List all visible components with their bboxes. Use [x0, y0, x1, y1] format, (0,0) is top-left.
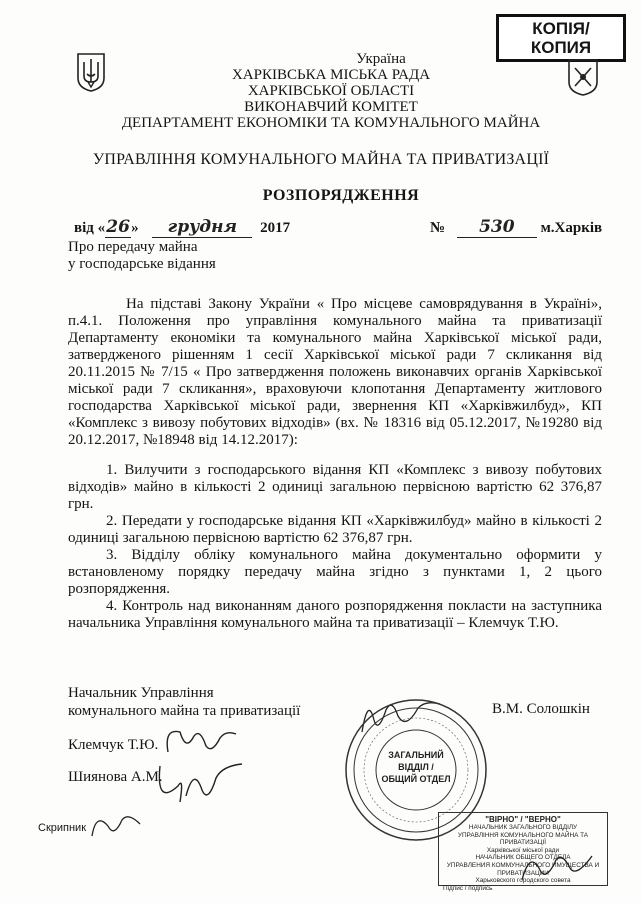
body-item-3: 3. Відділу обліку комунального майна документально оформити у встановленому порядку передачу майна згідно з пунктами 1, 2 цього розпорядження.: [68, 547, 602, 597]
seal-text-1: ЗАГАЛЬНИЙ: [388, 750, 444, 760]
header-council: ХАРКІВСЬКА МІСЬКА РАДА: [231, 67, 431, 83]
subject-line1: Про передачу майна: [68, 239, 198, 255]
approval-3-name: Скрипник: [38, 822, 87, 834]
header-block: [0, 51, 642, 131]
date-prefix: від «: [74, 220, 106, 236]
verify-line7: Харьковского городского совета: [475, 877, 571, 885]
date-line: [74, 217, 290, 238]
number-prefix: №: [430, 220, 446, 236]
city: м.Харків: [540, 220, 603, 236]
approval-2-name: Шиянова А.М.: [68, 769, 163, 785]
seal-text-2: ВІДДІЛ /: [398, 762, 434, 772]
body-item-1: 1. Вилучити з господарського відання КП «Комплекс з вивозу побутових відходів» майно в кількості 2 одиниці загальною первісною вартістю 62 376,87 грн.: [68, 462, 602, 512]
verify-line2: НАЧАЛЬНИК ЗАГАЛЬНОГО ВІДДІЛУ: [468, 824, 578, 831]
verify-line3: УПРАВЛІННЯ КОМУНАЛЬНОГО МАЙНА ТА ПРИВАТИЗАЦІЇ: [457, 831, 589, 847]
verification-signature-icon: [516, 846, 596, 886]
doc-number: 530: [457, 217, 537, 238]
date-year: 2017: [260, 220, 291, 236]
body-intro: На підставі Закону України « Про місцеве самоврядування в Україні», п.4.1. Положення про управління комунального майна та приватизації Департаменту економіки та комунального майна Харківської міської ради, затвердженого рішенням 1 сесії Харківської міської ради 7 скликання від 20.11.2015 № 7/15 « Про затвердження положень виконавчих органів Харківської міської ради 7 скликання», враховуючи клопотання Департаменту житлового господарства Харківської міської ради, звернення КП «Харківжилбуд», КП «Комплекс з вивозу побутових відходів» (вх. № 18316 від 05.12.2017, №19280 від 20.12.2017, №18948 від 14.12.2017):: [68, 296, 602, 448]
signature-title-line1: Начальник Управління: [68, 685, 214, 701]
verify-line6: УПРАВЛЕНИЯ КОММУНАЛЬНОГО ИМУЩЕСТВА И ПРИВАТИЗАЦИИ: [446, 861, 600, 877]
approval-1-name: Клемчук Т.Ю.: [68, 737, 159, 753]
doc-type-title: РОЗПОРЯДЖЕННЯ: [262, 187, 420, 204]
verify-line8: Підпис / подпись: [443, 884, 493, 892]
approval-2-signature-icon: [150, 756, 250, 812]
copy-stamp-line1: КОПІЯ/: [532, 19, 590, 38]
copy-stamp-line2: КОПИЯ: [530, 38, 592, 57]
verify-line4: Харківської міської ради: [486, 846, 560, 854]
seal-text-3: ОБЩИЙ ОТДЕЛ: [381, 774, 451, 784]
subject-block: [68, 239, 216, 273]
header-region: ХАРКІВСЬКОЇ ОБЛАСТІ: [247, 83, 415, 99]
header-country: Україна: [356, 51, 406, 67]
signature-title: [68, 684, 300, 720]
header-directorate: УПРАВЛІННЯ КОМУНАЛЬНОГО МАЙНА ТА ПРИВАТИЗАЦІЇ: [92, 151, 550, 168]
header-committee: ВИКОНАВЧИЙ КОМІТЕТ: [244, 99, 418, 115]
date-day: 26: [106, 217, 130, 237]
signatory-name: В.М. Солошкін: [492, 701, 590, 717]
subject-line2: у господарське відання: [68, 256, 216, 272]
date-mid: »: [131, 220, 139, 236]
body-item-4: 4. Контроль над виконанням даного розпорядження покласти на заступника начальника Управління комунального майна та приватизації – Клемчук Т.Ю.: [68, 598, 602, 631]
approval-3-signature-icon: [86, 806, 146, 846]
verify-line1: "ВІРНО" / "ВЕРНО": [485, 815, 561, 824]
number-line: [430, 217, 602, 238]
header-department: ДЕПАРТАМЕНТ ЕКОНОМІКИ ТА КОМУНАЛЬНОГО МАЙНА: [121, 115, 541, 131]
signature-title-line2: комунального майна та приватизації: [68, 703, 301, 719]
date-month: грудня: [152, 217, 252, 238]
body-item-2: 2. Передати у господарське відання КП «Харківжилбуд» майно в кількості 2 одиниці загальною первісною вартістю 62 376,87 грн.: [68, 513, 602, 546]
verify-line5: НАЧАЛЬНИК ОБЩЕГО ОТДЕЛА: [475, 854, 571, 862]
